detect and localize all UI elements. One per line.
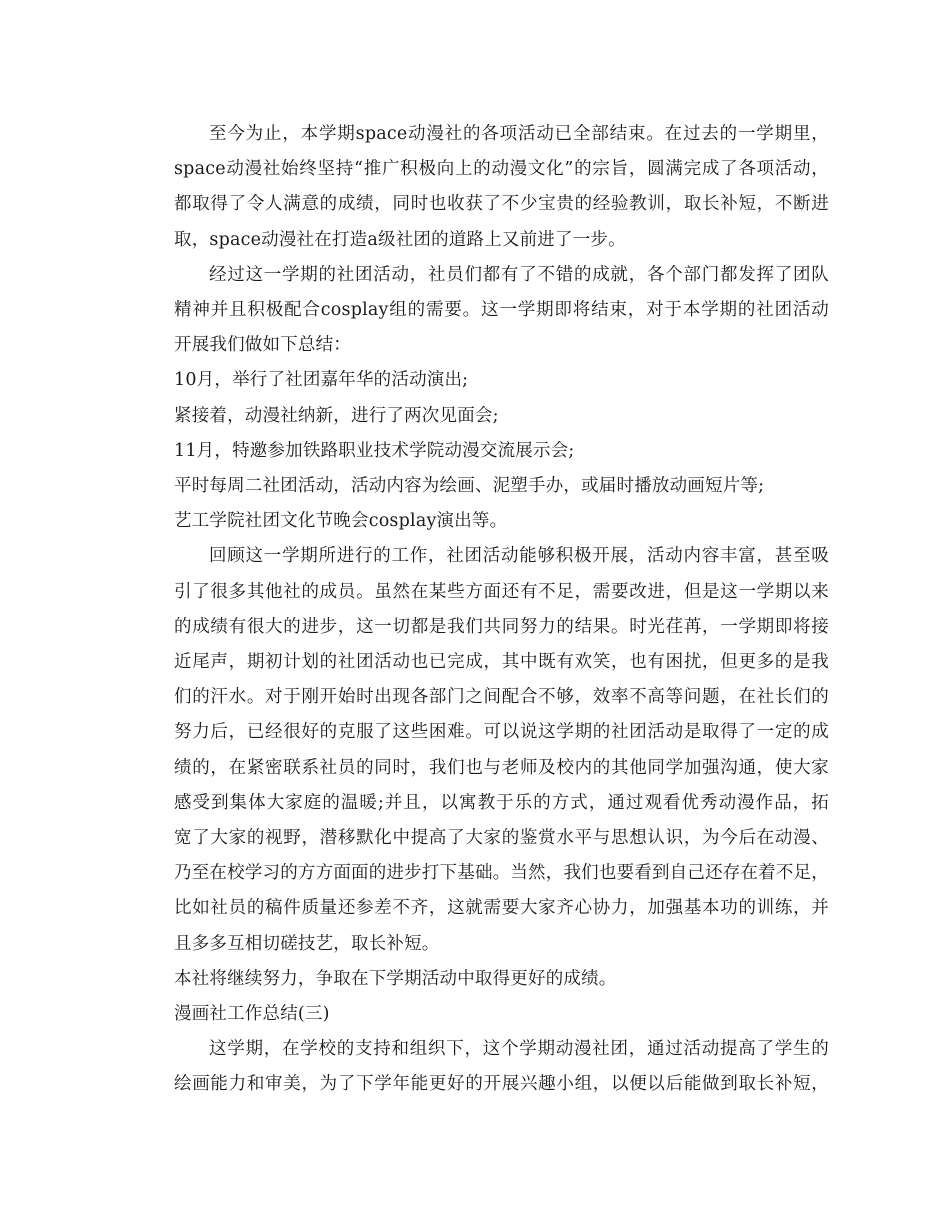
text-line: 比如社员的稿件质量还参差不齐，这就需要大家齐心协力，加强基本功的训练，并 bbox=[174, 898, 829, 919]
text-line: 绩的，在紧密联系社员的同时，我们也与老师及校内的其他同学加强沟通，使大家 bbox=[174, 757, 829, 778]
paragraph-achievements bbox=[139, 258, 829, 364]
text-line: 这学期，在学校的支持和组织下，这个学期动漫社团，通过活动提高了学生的 bbox=[209, 1039, 829, 1060]
activity-item: 11月，特邀参加铁路职业技术学院动漫交流展示会; bbox=[174, 440, 575, 461]
closing-statement: 本社将继续努力，争取在下学期活动中取得更好的成绩。 bbox=[174, 968, 617, 989]
text-line: 感受到集体大家庭的温暖;并且，以寓教于乐的方式，通过观看优秀动漫作品，拓 bbox=[174, 792, 829, 813]
text-line: space动漫社始终坚持“推广积极向上的动漫文化”的宗旨，圆满完成了各项活动， bbox=[174, 159, 829, 180]
text-line: 们的汗水。对于刚开始时出现各部门之间配合不够，效率不高等问题，在社长们的 bbox=[174, 687, 829, 708]
text-line: 的成绩有很大的进步，这一切都是我们共同努力的结果。时光荏苒，一学期即将接 bbox=[174, 616, 829, 637]
activity-item: 平时每周二社团活动，活动内容为绘画、泥塑手办，或届时播放动画短片等; bbox=[174, 476, 765, 497]
text-line: 近尾声，期初计划的社团活动也已完成，其中既有欢笑，也有困扰，但更多的是我 bbox=[174, 652, 829, 673]
text-line: 取，space动漫社在打造a级社团的道路上又前进了一步。 bbox=[174, 229, 626, 250]
activity-item: 10月，举行了社团嘉年华的活动演出; bbox=[174, 370, 469, 391]
activity-item: 紧接着，动漫社纳新，进行了两次见面会; bbox=[174, 405, 499, 426]
document-body bbox=[139, 117, 829, 1103]
text-line: 开展我们做如下总结： bbox=[174, 335, 351, 356]
text-line: 至今为止，本学期space动漫社的各项活动已全部结束。在过去的一学期里， bbox=[209, 124, 829, 144]
text-line: 努力后，已经很好的克服了这些困难。可以说这学期的社团活动是取得了一定的成 bbox=[174, 722, 829, 743]
text-line: 经过这一学期的社团活动，社员们都有了不错的成就，各个部门都发挥了团队 bbox=[209, 264, 829, 285]
paragraph-review bbox=[139, 539, 829, 961]
text-line: 都取得了令人满意的成绩，同时也收获了不少宝贵的经验教训，取长补短，不断进 bbox=[174, 194, 829, 215]
text-line: 乃至在校学习的方方面面的进步打下基础。当然，我们也要看到自己还存在着不足， bbox=[174, 863, 829, 884]
text-line: 精神并且积极配合cosplay组的需要。这一学期即将结束，对于本学期的社团活动 bbox=[174, 300, 829, 321]
text-line: 宽了大家的视野，潜移默化中提高了大家的鉴赏水平与思想认识，为今后在动漫、 bbox=[174, 828, 829, 849]
text-line: 回顾这一学期所进行的工作，社团活动能够积极开展，活动内容丰富，甚至吸 bbox=[209, 546, 829, 567]
paragraph-section-three-intro bbox=[139, 1032, 829, 1102]
text-line: 绘画能力和审美，为了下学年能更好的开展兴趣小组，以便以后能做到取长补短， bbox=[174, 1074, 829, 1095]
paragraph-summary-intro bbox=[139, 117, 829, 258]
text-line: 引了很多其他社的成员。虽然在某些方面还有不足，需要改进，但是这一学期以来 bbox=[174, 581, 829, 602]
section-heading: 漫画社工作总结(三) bbox=[174, 1004, 330, 1025]
text-line: 且多多互相切磋技艺，取长补短。 bbox=[174, 933, 440, 954]
activity-item: 艺工学院社团文化节晚会cosplay演出等。 bbox=[174, 511, 508, 532]
